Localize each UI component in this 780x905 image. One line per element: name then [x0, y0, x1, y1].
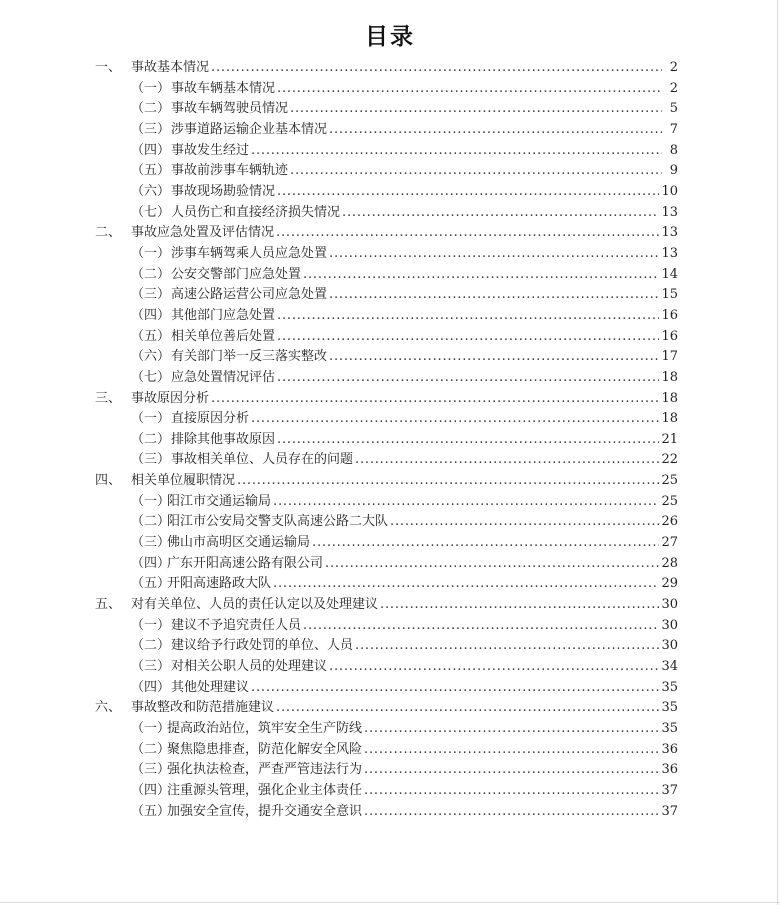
toc-page-number: 30 — [661, 638, 678, 654]
toc-entry-number: 五、 — [95, 597, 122, 613]
toc-entry-title: 事故整改和防范措施建议 — [131, 700, 275, 716]
toc-page-number: 18 — [661, 390, 678, 406]
toc-page-number: 16 — [661, 328, 678, 344]
toc-entry-title: 事故车辆基本情况 — [171, 80, 276, 96]
toc-subsection-entry[interactable] — [95, 141, 678, 162]
toc-entry-title: 事故基本情况 — [131, 60, 210, 75]
toc-subsection-entry[interactable] — [95, 450, 678, 471]
toc-dot-leader — [211, 389, 659, 410]
toc-entry-number: （五） — [131, 328, 171, 344]
toc-subsection-entry[interactable] — [95, 554, 678, 575]
toc-entry-number: （三） — [131, 287, 171, 303]
toc-subsection-entry[interactable] — [95, 740, 678, 761]
toc-subsection-entry[interactable] — [95, 616, 678, 637]
toc-page-number: 36 — [661, 762, 678, 778]
toc-entry-title: 强化执法检查，严查严管违法行为 — [167, 762, 363, 778]
toc-dot-leader — [355, 636, 659, 657]
toc-entry-number: （七） — [131, 369, 171, 385]
toc-page-number: 37 — [661, 803, 678, 819]
toc-dot-leader — [277, 368, 659, 389]
toc-subsection-entry[interactable] — [95, 719, 678, 740]
toc-dot-leader — [273, 492, 659, 513]
toc-subsection-entry[interactable] — [95, 533, 678, 554]
toc-dot-leader — [237, 471, 659, 492]
toc-entry-title: 其他部门应急处置 — [171, 307, 276, 323]
toc-page-number: 28 — [661, 555, 678, 571]
toc-dot-leader — [303, 616, 659, 637]
toc-entry-title: 其他处理建议 — [171, 679, 250, 695]
toc-page-number: 9 — [669, 163, 678, 179]
toc-entry-title: 有关部门举一反三落实整改 — [171, 349, 328, 365]
toc-dot-leader — [312, 533, 659, 554]
toc-page-number: 26 — [661, 514, 678, 530]
toc-page-number: 13 — [661, 204, 678, 220]
toc-page-number: 2 — [669, 60, 678, 75]
toc-entry-number: 二、 — [95, 225, 122, 241]
toc-page-number: 35 — [661, 721, 678, 736]
toc-page-number: 13 — [661, 245, 678, 261]
toc-entry-number: （一） — [131, 721, 171, 736]
toc-entry-number: （二） — [131, 101, 171, 117]
toc-page-number: 16 — [661, 307, 678, 323]
toc-entry-number: （四） — [131, 679, 171, 695]
toc-dot-leader — [329, 285, 659, 306]
toc-entry-number: （二） — [131, 638, 171, 654]
toc-entry-title: 涉事道路运输企业基本情况 — [171, 121, 328, 137]
toc-entry-number: （四） — [131, 142, 171, 158]
toc-page-number: 25 — [661, 493, 678, 509]
toc-page-number: 34 — [661, 659, 678, 675]
toc-entry-number: （一） — [131, 80, 171, 96]
toc-dot-leader — [251, 409, 659, 430]
toc-entry-title: 高速公路运营公司应急处置 — [171, 287, 328, 303]
toc-dot-leader — [277, 327, 659, 348]
toc-dot-leader — [329, 244, 659, 265]
toc-entry-title: 注重源头管理，强化企业主体责任 — [167, 782, 363, 798]
toc-subsection-entry[interactable] — [95, 574, 678, 595]
toc-page-number: 17 — [661, 349, 678, 365]
toc-page-number: 35 — [661, 700, 678, 716]
toc-dot-leader — [355, 450, 659, 471]
toc-page-number: 22 — [661, 452, 678, 468]
toc-entry-title: 阳江市公安局交警支队高速公路二大队 — [167, 514, 389, 530]
toc-subsection-entry[interactable] — [95, 409, 678, 430]
toc-dot-leader — [290, 99, 662, 120]
toc-entry-title: 事故原因分析 — [131, 390, 210, 406]
toc-dot-leader — [251, 678, 659, 699]
toc-subsection-entry[interactable] — [95, 492, 678, 513]
toc-subsection-entry[interactable] — [95, 285, 678, 306]
toc-entry-title: 佛山市高明区交通运输局 — [167, 535, 311, 551]
toc-subsection-entry[interactable] — [95, 120, 678, 141]
toc-entry-number: （二） — [131, 431, 171, 447]
toc-dot-leader — [329, 120, 662, 141]
toc-entry-title: 事故应急处置及评估情况 — [131, 225, 275, 241]
toc-page-number: 29 — [661, 576, 678, 592]
toc-entry-number: （五） — [131, 576, 171, 592]
toc-section-entry[interactable] — [95, 223, 678, 244]
toc-page-number: 27 — [661, 535, 678, 551]
toc-entry-title: 建议给予行政处罚的单位、人员 — [171, 638, 354, 654]
toc-subsection-entry[interactable] — [95, 79, 678, 100]
toc-subsection-entry[interactable] — [95, 760, 678, 781]
toc-dot-leader — [277, 430, 659, 451]
toc-entry-number: （七） — [131, 204, 171, 220]
toc-page-number: 37 — [661, 782, 678, 798]
toc-entry-title: 对有关单位、人员的责任认定以及处理建议 — [131, 597, 379, 613]
toc-section-entry[interactable] — [95, 595, 678, 616]
toc-entry-title: 广东开阳高速公路有限公司 — [167, 555, 324, 571]
toc-subsection-entry[interactable] — [95, 327, 678, 348]
table-of-contents — [95, 58, 678, 822]
toc-entry-title: 相关单位履职情况 — [131, 473, 236, 489]
toc-page-number: 21 — [661, 431, 678, 447]
toc-dot-leader — [342, 203, 659, 224]
toc-subsection-entry[interactable] — [95, 368, 678, 389]
toc-page-number: 10 — [661, 183, 678, 199]
toc-entry-title: 人员伤亡和直接经济损失情况 — [171, 204, 341, 220]
toc-subsection-entry[interactable] — [95, 781, 678, 802]
toc-entry-number: （一） — [131, 245, 171, 261]
toc-page-number: 8 — [669, 142, 678, 158]
toc-page-number: 5 — [669, 101, 678, 117]
toc-dot-leader — [329, 657, 659, 678]
page-title: 目录 — [365, 24, 415, 50]
toc-section-entry[interactable] — [95, 58, 678, 79]
toc-entry-number: （四） — [131, 307, 171, 323]
toc-entry-title: 加强安全宣传，提升交通安全意识 — [167, 803, 363, 819]
toc-page-number: 30 — [661, 597, 678, 613]
page-edge-right — [777, 0, 778, 905]
toc-entry-title: 涉事车辆驾乘人员应急处置 — [171, 245, 328, 261]
toc-dot-leader — [273, 574, 659, 595]
toc-section-entry[interactable] — [95, 389, 678, 410]
toc-section-entry[interactable] — [95, 698, 678, 719]
toc-entry-number: （三） — [131, 452, 171, 468]
toc-page-number: 7 — [669, 121, 678, 137]
toc-entry-number: （五） — [131, 803, 171, 819]
page-edge-bottom — [0, 902, 780, 903]
toc-subsection-entry[interactable] — [95, 802, 678, 823]
toc-entry-number: （四） — [131, 782, 171, 798]
toc-subsection-entry[interactable] — [95, 347, 678, 368]
toc-entry-number: 三、 — [95, 390, 122, 406]
toc-entry-title: 排除其他事故原因 — [171, 431, 276, 447]
toc-entry-number: （三） — [131, 659, 171, 675]
toc-entry-title: 事故发生经过 — [171, 142, 250, 158]
toc-dot-leader — [364, 740, 659, 761]
toc-entry-title: 事故前涉事车辆轨迹 — [171, 163, 289, 179]
toc-subsection-entry[interactable] — [95, 306, 678, 327]
toc-page-number: 36 — [661, 741, 678, 757]
toc-entry-number: （六） — [131, 349, 171, 365]
toc-entry-title: 事故相关单位、人员存在的问题 — [171, 452, 354, 468]
toc-dot-leader — [364, 719, 659, 740]
toc-entry-number: （一） — [131, 617, 171, 633]
toc-entry-number: （六） — [131, 183, 171, 199]
toc-entry-title: 事故现场勘验情况 — [171, 183, 276, 199]
toc-page-number: 15 — [661, 287, 678, 303]
toc-dot-leader — [325, 554, 659, 575]
toc-entry-title: 开阳高速路政大队 — [167, 576, 272, 592]
toc-page-number: 30 — [661, 617, 678, 633]
toc-page-number: 18 — [661, 411, 678, 427]
toc-page-number: 2 — [669, 80, 678, 96]
toc-dot-leader — [364, 760, 659, 781]
toc-page-number: 14 — [661, 266, 678, 282]
toc-entry-title: 对相关公职人员的处理建议 — [171, 659, 328, 675]
toc-dot-leader — [277, 79, 662, 100]
toc-entry-title: 提高政治站位，筑牢安全生产防线 — [167, 721, 363, 736]
toc-dot-leader — [276, 223, 659, 244]
toc-entry-title: 阳江市交通运输局 — [167, 493, 272, 509]
toc-dot-leader — [380, 595, 659, 616]
toc-entry-title: 聚焦隐患排查，防范化解安全风险 — [167, 741, 363, 757]
toc-entry-number: 一、 — [95, 60, 122, 75]
toc-entry-title: 事故车辆驾驶员情况 — [171, 101, 289, 117]
toc-subsection-entry[interactable] — [95, 430, 678, 451]
toc-entry-title: 相关单位善后处置 — [171, 328, 276, 344]
toc-subsection-entry[interactable] — [95, 636, 678, 657]
toc-dot-leader — [390, 512, 659, 533]
toc-page-number: 18 — [661, 369, 678, 385]
toc-entry-number: （三） — [131, 121, 171, 137]
toc-section-entry[interactable] — [95, 471, 678, 492]
toc-entry-title: 直接原因分析 — [171, 411, 250, 427]
toc-dot-leader — [364, 781, 659, 802]
toc-entry-number: （三） — [131, 762, 171, 778]
toc-entry-number: （一） — [131, 493, 171, 509]
toc-entry-number: （二） — [131, 266, 171, 282]
toc-subsection-entry[interactable] — [95, 512, 678, 533]
toc-entry-number: （五） — [131, 163, 171, 179]
toc-dot-leader — [329, 347, 659, 368]
toc-entry-title: 公安交警部门应急处置 — [171, 266, 302, 282]
toc-dot-leader — [276, 698, 659, 719]
toc-page-number: 35 — [661, 679, 678, 695]
toc-page-number: 13 — [661, 225, 678, 241]
toc-entry-number: （四） — [131, 555, 171, 571]
toc-entry-number: 六、 — [95, 700, 122, 716]
toc-subsection-entry[interactable] — [95, 161, 678, 182]
toc-dot-leader — [277, 306, 659, 327]
toc-entry-title: 应急处置情况评估 — [171, 369, 276, 385]
toc-entry-number: （一） — [131, 411, 171, 427]
toc-subsection-entry[interactable] — [95, 99, 678, 120]
toc-dot-leader — [277, 182, 659, 203]
toc-subsection-entry[interactable] — [95, 657, 678, 678]
toc-subsection-entry[interactable] — [95, 678, 678, 699]
toc-dot-leader — [290, 161, 662, 182]
toc-dot-leader — [364, 802, 659, 823]
toc-entry-title: 建议不予追究责任人员 — [171, 617, 302, 633]
toc-entry-number: （三） — [131, 535, 171, 551]
toc-dot-leader — [303, 265, 659, 286]
toc-entry-number: （二） — [131, 741, 171, 757]
toc-entry-number: （二） — [131, 514, 171, 530]
toc-page-number: 25 — [661, 473, 678, 489]
toc-dot-leader — [251, 141, 662, 162]
toc-subsection-entry[interactable] — [95, 244, 678, 265]
toc-subsection-entry[interactable] — [95, 265, 678, 286]
toc-entry-number: 四、 — [95, 473, 122, 489]
toc-dot-leader — [211, 58, 662, 79]
toc-subsection-entry[interactable] — [95, 203, 678, 224]
toc-subsection-entry[interactable] — [95, 182, 678, 203]
